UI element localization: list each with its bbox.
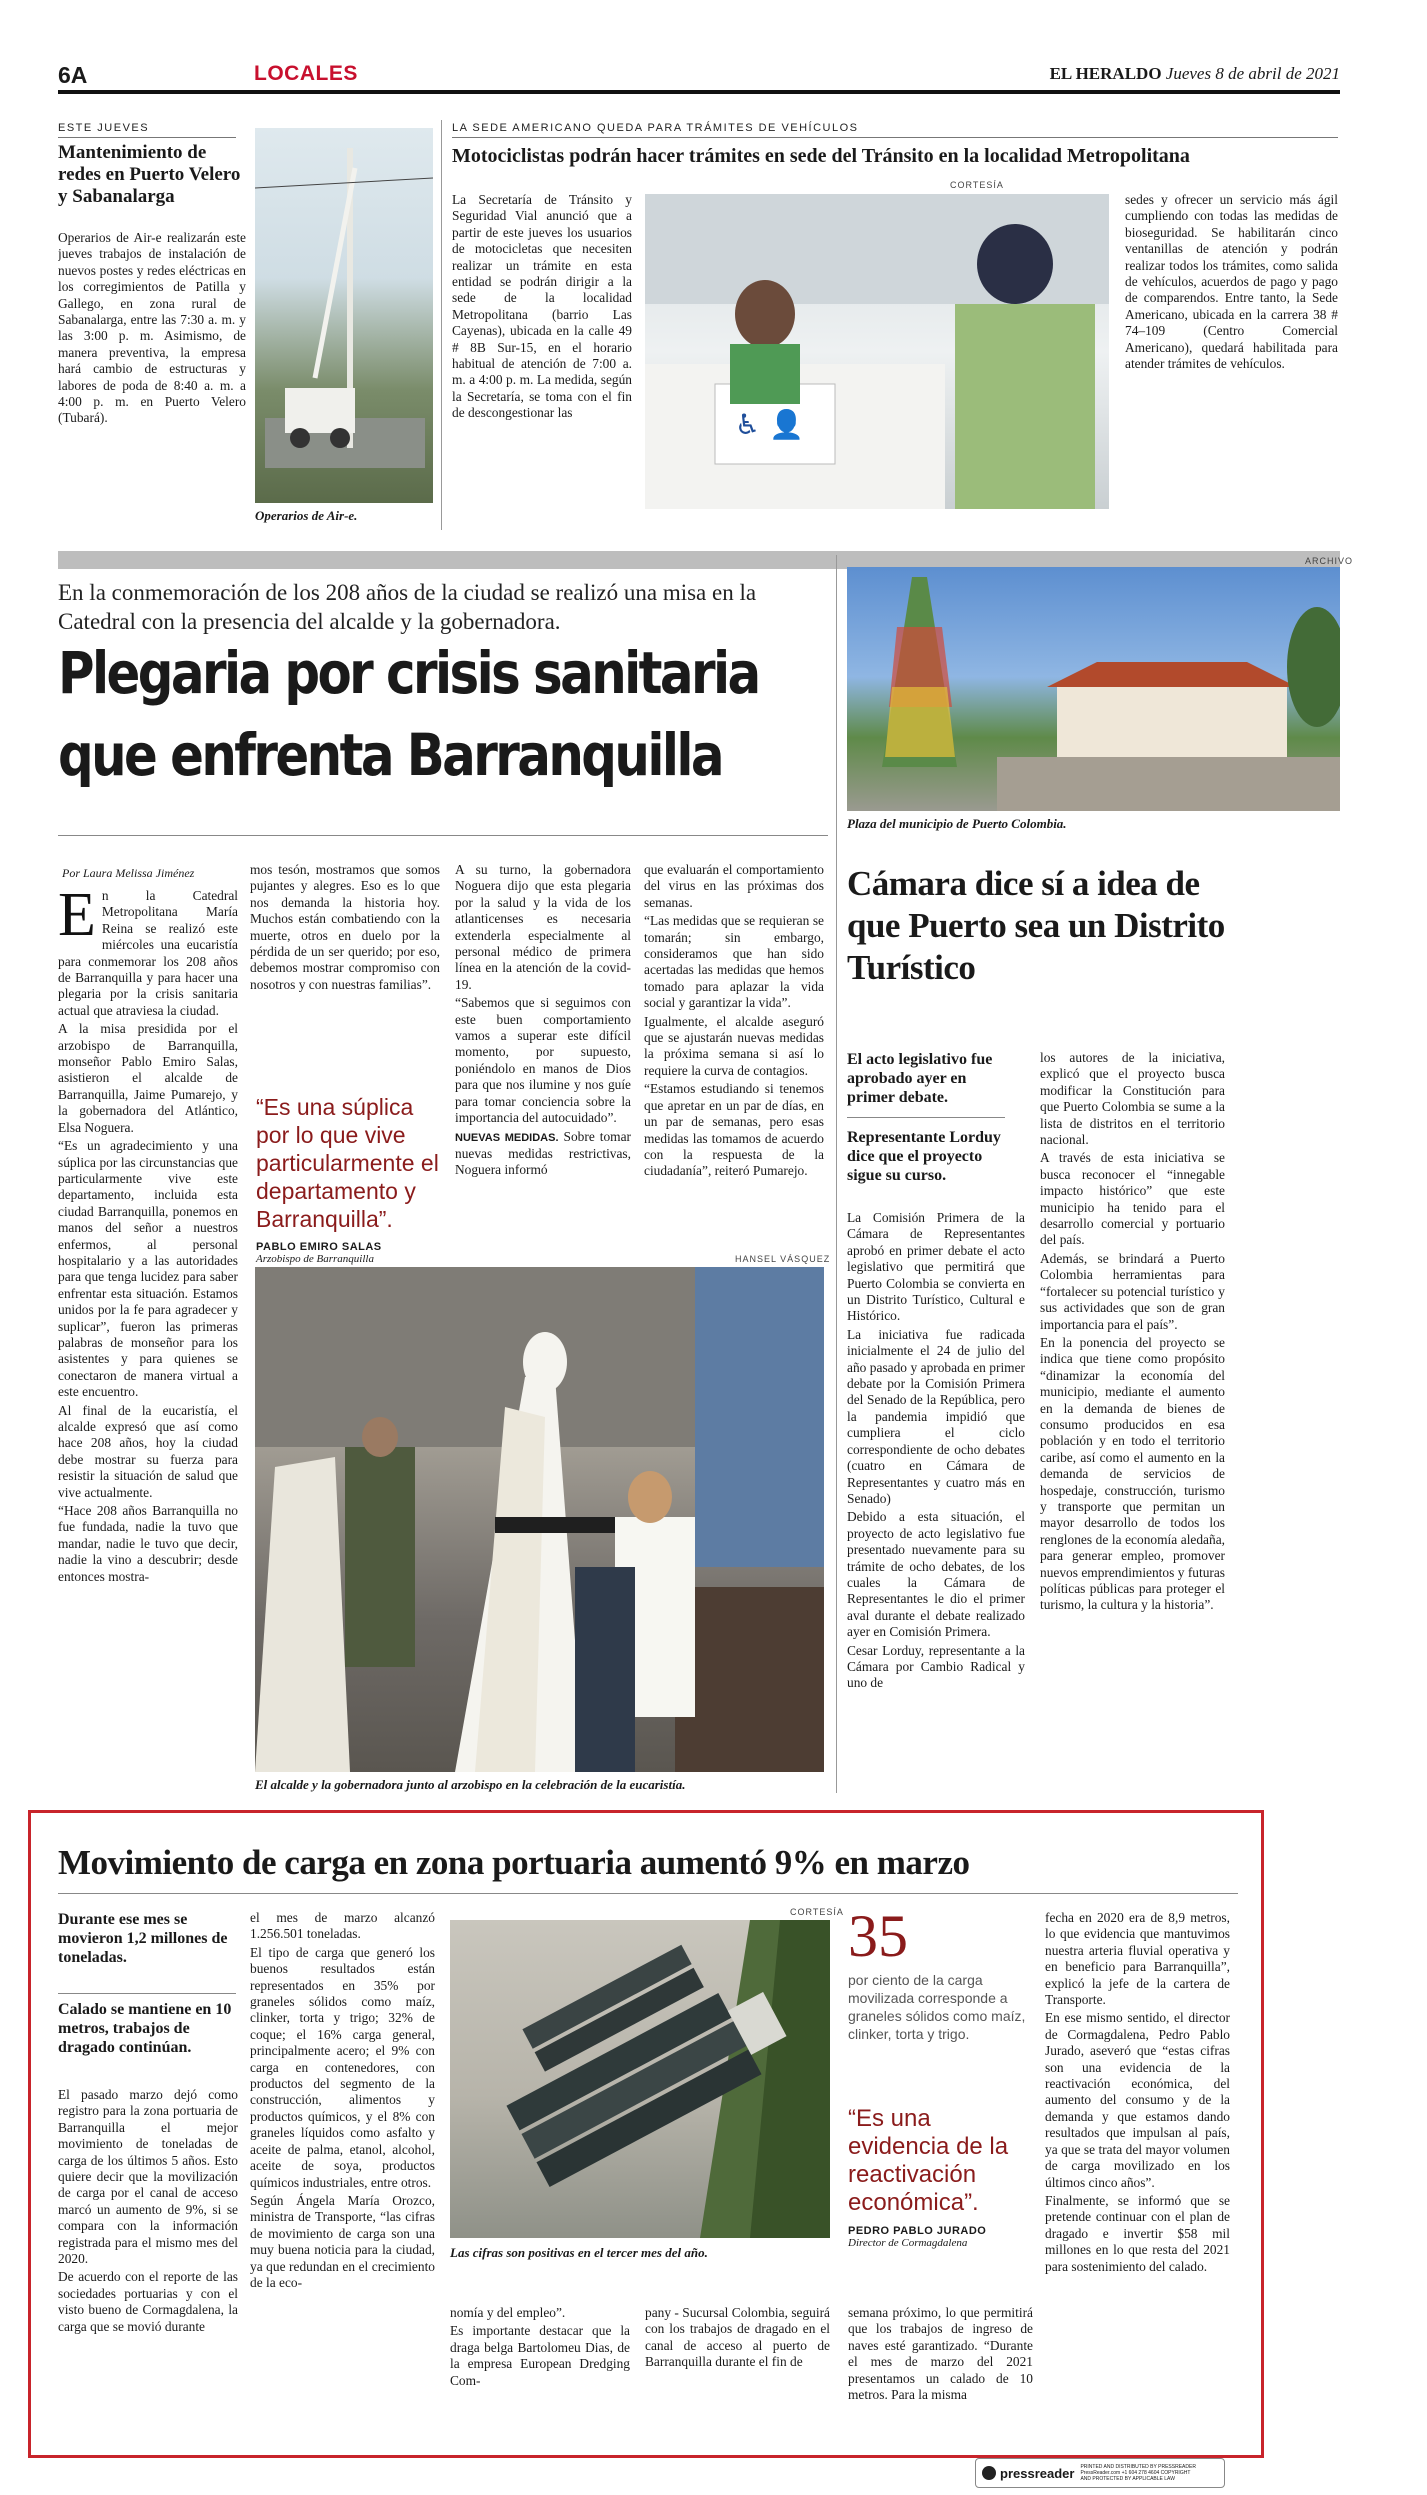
main-col1-p5: “Hace 208 años Barranquilla no fue fundada, nadie la tuvo que mandar, nadie le tuvo que decir, nadie la vino a descubrir; desde entonces mostra- (58, 1503, 238, 1584)
puerto-subhead-1: El acto legislativo fue aprobado ayer en primer debate. (847, 1051, 993, 1106)
svg-text:♿ 👤: ♿ 👤 (735, 408, 804, 441)
main-col1-p4: Al final de la eucaristía, el alcalde expresó que así como hace 208 años, hoy la ciudad debe mostrar su fuerza para resistir la situación de salud que vive actualmente. (58, 1402, 238, 1500)
main-col4-p1: que evaluarán el comportamiento del virus en las próximas dos semanas. (644, 862, 824, 910)
puerto-col1-p4: Cesar Lorduy, representante a la Cámara por Cambio Radical y uno de (847, 1642, 1025, 1691)
carga-col3-p1: nomía y del empleo”. (450, 2305, 566, 2320)
pressreader-logo-icon (982, 2466, 996, 2480)
paper-name: EL HERALDO (1049, 64, 1162, 83)
main-quote-name: PABLO EMIRO SALAS (256, 1241, 382, 1253)
puerto-col2-p3: Además, se brindará a Puerto Colombia herramientas para “fortalecer su potencial turístico y sus actividades que son de gran importancia para el país”. (1040, 1250, 1225, 1332)
main-col1-p1: n la Catedral Metropolitana María Reina se realizó este miércoles una eucaristía para conmemorar los 208 años de Barranquilla y para hacer una plegaria por la crisis sanitaria actual que atraviesa la ciudad. (58, 888, 238, 1018)
carga-col1-p2: De acuerdo con el reporte de las sociedades portuarias y con el visto bueno de Cormagdalena, la carga que se movió durante (58, 2269, 238, 2334)
brief-kicker: ESTE JUEVES (58, 122, 150, 134)
brief-paragraph: Operarios de Air-e realizarán este jueves trabajos de instalación de nuevos postes y redes eléctricas en los corregimientos de Patilla y Gallego, en zona rural de Sabanalarga, entre las 7:30 a. m. y las 3:00 p. m. Asimismo, de manera preventiva, la empresa hará cambio de estructuras y labores de poda de 8:40 a. m. a 4:00 p. m. en Puerto Velero (Tubará). (58, 230, 246, 426)
puerto-subhead-2: Representante Lorduy dice que el proyecto sigue su curso. (847, 1129, 1001, 1184)
carga-col6-p3: Finalmente, se informó que se pretende continuar con el plan de dragado e invertir $58 mil millones en lo que resta del 2021 para sostenimiento del calado. (1045, 2192, 1230, 2274)
puerto-photo (847, 567, 1340, 811)
carga-quote-role: Director de Cormagdalena (848, 2237, 968, 2249)
moto-photo-credit: CORTESÍA (950, 180, 1004, 190)
main-col3-lead: NUEVAS MEDIDAS. (455, 1131, 559, 1144)
pressreader-fine-print: PRINTED AND DISTRIBUTED BY PRESSREADER PressReader.com +1 604 278 4604 COPYRIGHT AND PROTECTED BY APPLICABLE LAW (1080, 2464, 1196, 2482)
carga-col-2 (250, 1910, 435, 2450)
main-col1-p2: A la misa presidida por el arzobispo de Barranquilla, monseñor Pablo Emiro Salas, asistieron el alcalde de Barranquilla, Jaime Pumarejo, y la gobernadora del Atlántico, Elsa Noguera. (58, 1021, 238, 1135)
moto-paragraph: La Secretaría de Tránsito y Seguridad Vial anunció que a partir de este jueves los usuarios de motocicletas que necesiten realizar un trámite en esta entidad se podrán dirigir a la sede de la localidad Metropolitana (barrio Las Cayenas), ubicada en la calle 49 # 8B Sur-15, en el horario habitual de atención de 7:00 a. m. a 4:00 p. m. La medida, según la Secretaría, se toma con el fin de descongestionar las (452, 192, 632, 421)
carga-col1-p1: El pasado marzo dejó como registro para la zona portuaria de Barranquilla el mejor movimiento de toneladas de carga de los últimos 5 años. Esto quiere decir que la movilización de carga por el canal de acceso marcó un aumento de 9%, si se compara con la información registrada para el mismo mes del 2020. (58, 2087, 238, 2267)
carga-photo-caption: Las cifras son positivas en el tercer mes del año. (450, 2245, 708, 2260)
puerto-col-2 (1040, 1050, 1225, 1795)
moto-photo (645, 194, 1109, 509)
pressreader-footer (975, 2458, 1225, 2488)
main-col3-end: Sobre tomar nuevas medidas restrictivas, Noguera informó (455, 1128, 631, 1178)
cathedral-mass-illustration (255, 1267, 824, 1772)
main-col4-p3: Igualmente, el alcalde aseguró que se ajustarán nuevas medidas la próxima semana si así lo requiere la curva de contagios. (644, 1013, 824, 1078)
moto-kicker: LA SEDE AMERICANO QUEDA PARA TRÁMITES DE VEHÍCULOS (452, 122, 859, 134)
section-name: LOCALES (254, 62, 358, 85)
carga-col3-p2: Es importante destacar que la draga belga Bartolomeu Dias, de la empresa European Dredging Com- (450, 2323, 630, 2388)
carga-photo (450, 1920, 830, 2238)
main-byline: Por Laura Melissa Jiménez (62, 866, 195, 880)
carga-headline-rule (58, 1893, 1238, 1894)
masthead-date-line (900, 64, 1340, 84)
carga-col-1 (58, 2087, 238, 2452)
main-headline-rule (58, 835, 828, 836)
plaza-illustration (847, 567, 1340, 811)
carga-subhead-2: Calado se mantiene en 10 metros, trabajos de dragado continúan. (58, 2001, 232, 2056)
brief-divider (441, 120, 442, 530)
main-col1-p3: “Es un agradecimiento y una súplica por las circunstancias que particularmente vive este departamento, incluida esta ciudad Barranquilla, ponemos en manos del señor a nuestros enfermos, al personal hospitalario y a las autoridades para que tenga lucidez para saber enfrentar esta situación. Estamos unidos por la fe para agradecer y suplicar”, fueron las primeras palabras de monseñor para los asistentes y para quienes se conectaron de manera virtual a este encuentro. (58, 1138, 238, 1400)
main-photo-credit: HANSEL VÁSQUEZ (735, 1254, 831, 1264)
carga-col5-p1: semana próximo, lo que permitirá que los trabajos de ingreso de naves esté garantizado. “Durante el mes de marzo del 2021 presentamos un calado de 10 metros. Para la misma (848, 2305, 1033, 2403)
moto-body-left (452, 192, 632, 532)
carga-col4-p1: pany - Sucursal Colombia, seguirá con los trabajos de dragado en el canal de acceso al puerto de Barranquilla durante el fin de (645, 2305, 830, 2370)
moto-paragraph-2: sedes y ofrecer un servicio más ágil cumpliendo con todas las medidas de bioseguridad. Se habilitarán cinco ventanillas de atención y podrán realizar todos los trámites, como salida de vehículos, acuerdos de pago y pago de comparendos. Entre tanto, la Sede Americano, ubicada en la carrera 38 # 74–109 (Centro Comercial Americano), quedará habilitada para atender trámites de vehículos. (1125, 192, 1338, 372)
main-quote-role: Arzobispo de Barranquilla (256, 1253, 374, 1265)
main-deck: En la conmemoración de los 208 años de la ciudad se realizó una misa en la Catedral con la presencia del alcalde y la gobernadora. (58, 580, 757, 634)
carga-col2-p1: el mes de marzo alcanzó 1.256.501 toneladas. (250, 1910, 435, 1942)
puerto-col2-p4: En la ponencia del proyecto se indica que tiene como propósito “dinamizar la economía del municipio, mediante el aumento en la demanda de bienes de consumo producidos en esa población y en todo el territorio caribe, así como el aumento en la demanda de servicios de hospedaje, construcción, turismo y transporte que permitan un mayor desarrollo de todos los renglones de la economía aledaña, para generar empleo, promover nuevos emprendimientos y futuras políticas públicas para proteger el turismo, la cultura y la historia”. (1040, 1334, 1225, 1613)
carga-stat (848, 1905, 1038, 2043)
main-right-divider (836, 555, 837, 1793)
brief-photo-caption: Operarios de Air-e. (255, 508, 358, 523)
main-col3-p2: “Sabemos que si seguimos con este buen comportamiento vamos a superar este difícil momento, por supuesto, poniéndolo en manos de Dios para que nos ilumine y nos guíe para tomar conciencia sobre la importancia del autocuidado”. (455, 995, 631, 1126)
puerto-col2-p2: A través de esta iniciativa se busca reconocer el “innegable impacto histórico” que este municipio ha tenido para el desarrollo comercial y portuario del país. (1040, 1150, 1225, 1248)
carga-col6-p2: En ese mismo sentido, el director de Cormagdalena, Pedro Pablo Jurado, aseveró que “estas cifras son una evidencia de la reactivación económica, del aumento del consumo y de la demanda y que estamos dando resultados que impulsan al país, ya que se trata del mayor volumen de carga movilizado en los últimos cinco años”. (1045, 2010, 1230, 2190)
puerto-col1-p2: La iniciativa fue radicada inicialmente el 24 de julio del año pasado y aprobada en primer debate por la Comisión Primera del Senado de la República, pero la pandemia impidió que cumpliera el ciclo correspondiente de ocho debates (cuatro en Cámara de Representantes y cuatro más en Senado) (847, 1326, 1025, 1506)
moto-kicker-rule (452, 137, 1338, 138)
main-col-3 (455, 862, 631, 1247)
carga-headline: Movimiento de carga en zona portuaria aumentó 9% en marzo (58, 1843, 970, 1882)
puerto-col2-p1: los autores de la iniciativa, explicó que el proyecto busca modificar la Constitución para que Puerto Colombia se sume a la lista de distritos en el territorio nacional. (1040, 1050, 1225, 1148)
main-headline-line-1: Plegaria por crisis sanitaria (58, 639, 759, 707)
moto-headline: Motociclistas podrán hacer trámites en sede del Tránsito en la localidad Metropolitana (452, 145, 1190, 167)
page-number: 6A (58, 62, 88, 88)
brief-headline: Mantenimiento de redes en Puerto Velero y Sabanalarga (58, 142, 241, 207)
main-col4-p2: “Las medidas que se requieran se tomarán; sin embargo, consideramos que han sido acertadas las medidas que hemos tomado para aplazar la vida social y garantizar la vida”. (644, 913, 824, 1011)
main-headline (58, 632, 759, 796)
main-col3-p3 (455, 1129, 631, 1179)
brief-kicker-rule (58, 137, 236, 138)
pressreader-logo: pressreader (1000, 2465, 1075, 2481)
main-col-2 (250, 862, 440, 1062)
main-col2-p1: mos tesón, mostramos que somos pujantes y alegres. Eso es lo que nos demanda la historia hoy. Muchos están combatiendo con la muerte, otros en duelo por la pérdida de un ser querido; por eso, debemos mostrar compromiso con nosotros y con nuestras familias”. (250, 862, 440, 992)
carga-col-3 (450, 2305, 630, 2455)
carga-stat-text: por ciento de la carga movilizada corresponde a graneles sólidos como maíz, clinker, torta y trigo. (848, 1972, 1026, 2042)
puerto-headline: Cámara dice sí a idea de que Puerto sea un Distrito Turístico (847, 864, 1225, 987)
main-headline-line-2: que enfrenta Barranquilla (58, 721, 722, 789)
masthead-rule (58, 90, 1340, 94)
carga-col2-p2: El tipo de carga que generó los buenos resultados están representados en 35% por graneles sólidos como maíz, clinker, torta y trigo; 32% de coque; el 16% carga general, principalmente acero; el 9% con carga en contenedores, con productos del segmento de la construcción, alimentos y productos químicos, y el 8% con graneles líquidos como asfalto y aceite de palma, etanol, alcohol, aceite de soya, productos químicos industriales, entre otros. (250, 1944, 435, 2190)
main-quote-text: “Es una súplica por lo que vive particularmente el departamento y Barranquilla”. (256, 1094, 439, 1232)
carga-subhead-rule (58, 1993, 236, 1994)
puerto-photo-caption: Plaza del municipio de Puerto Colombia. (847, 816, 1067, 831)
puerto-col1-p3: Debido a esta situación, el proyecto de acto legislativo fue presentado nuevamente para su trámite de ocho debates, de los cuales la Cámara de Representantes le dio el primer aval durante el debate realizado ayer en Comisión Primera. (847, 1509, 1025, 1640)
puerto-photo-credit: ARCHIVO (1305, 556, 1354, 566)
main-photo (255, 1267, 824, 1772)
utility-pole-illustration (255, 128, 433, 503)
edition-date: Jueves 8 de abril de 2021 (1165, 64, 1340, 83)
carga-stat-number: 35 (848, 1903, 908, 1969)
carga-quote-name: PEDRO PABLO JURADO (848, 2225, 987, 2237)
carga-pull-quote (848, 2105, 1038, 2249)
main-dropcap: E (58, 888, 96, 949)
moto-body-right (1125, 192, 1338, 532)
carga-col2-p3: Según Ángela María Orozco, ministra de Transporte, “las cifras de movimiento de carga son una muy buena noticia para la ciudad, ya que redundan en el crecimiento de la eco- (250, 2192, 435, 2290)
main-pull-quote (256, 1093, 446, 1265)
brief-body (58, 230, 246, 530)
brief-photo (255, 128, 433, 503)
puerto-col1-p1: La Comisión Primera de la Cámara de Representantes aprobó en primer debate el acto legislativo que permitirá que Puerto Colombia se convierta en un Distrito Turístico, Cultural e Histórico. (847, 1210, 1025, 1324)
barges-illustration (450, 1920, 830, 2238)
main-photo-caption: El alcalde y la gobernadora junto al arzobispo en la celebración de la eucaristía. (255, 1777, 686, 1792)
carga-col6-p1: fecha en 2020 era de 8,9 metros, lo que evidencia que mantuvimos nuestra arteria fluvial operativa y en beneficio para Barranquilla”, explicó la jefe de la cartera de Transporte. (1045, 1910, 1230, 2008)
main-col-1 (58, 888, 238, 1778)
puerto-subhead-rule (847, 1117, 1005, 1118)
carga-col-5 (848, 2305, 1033, 2455)
transit-office-illustration (645, 194, 1109, 509)
main-col4-p4: “Estamos estudiando si tenemos que apretar en un par de días, en un par de semanas, pero esas medidas las tomamos de acuerdo con la respuesta de la ciudadanía”, reiteró Pumarejo. (644, 1081, 824, 1179)
carga-quote-text: “Es una evidencia de la reactivación económica”. (848, 2105, 1009, 2216)
carga-col-4 (645, 2305, 830, 2455)
main-col3-p1: A su turno, la gobernadora Noguera dijo que esta plegaria por la salud y la vida de los atlanticenses es necesaria extenderla especialmente al personal médico de primera línea en la atención de la covid-19. (455, 862, 631, 992)
carga-col-6 (1045, 1910, 1230, 2455)
main-col-4 (644, 862, 824, 1247)
puerto-col-1 (847, 1210, 1025, 1790)
carga-photo-credit: CORTESÍA (790, 1907, 844, 1917)
carga-subhead-1: Durante ese mes se movieron 1,2 millones de toneladas. (58, 1911, 228, 1966)
